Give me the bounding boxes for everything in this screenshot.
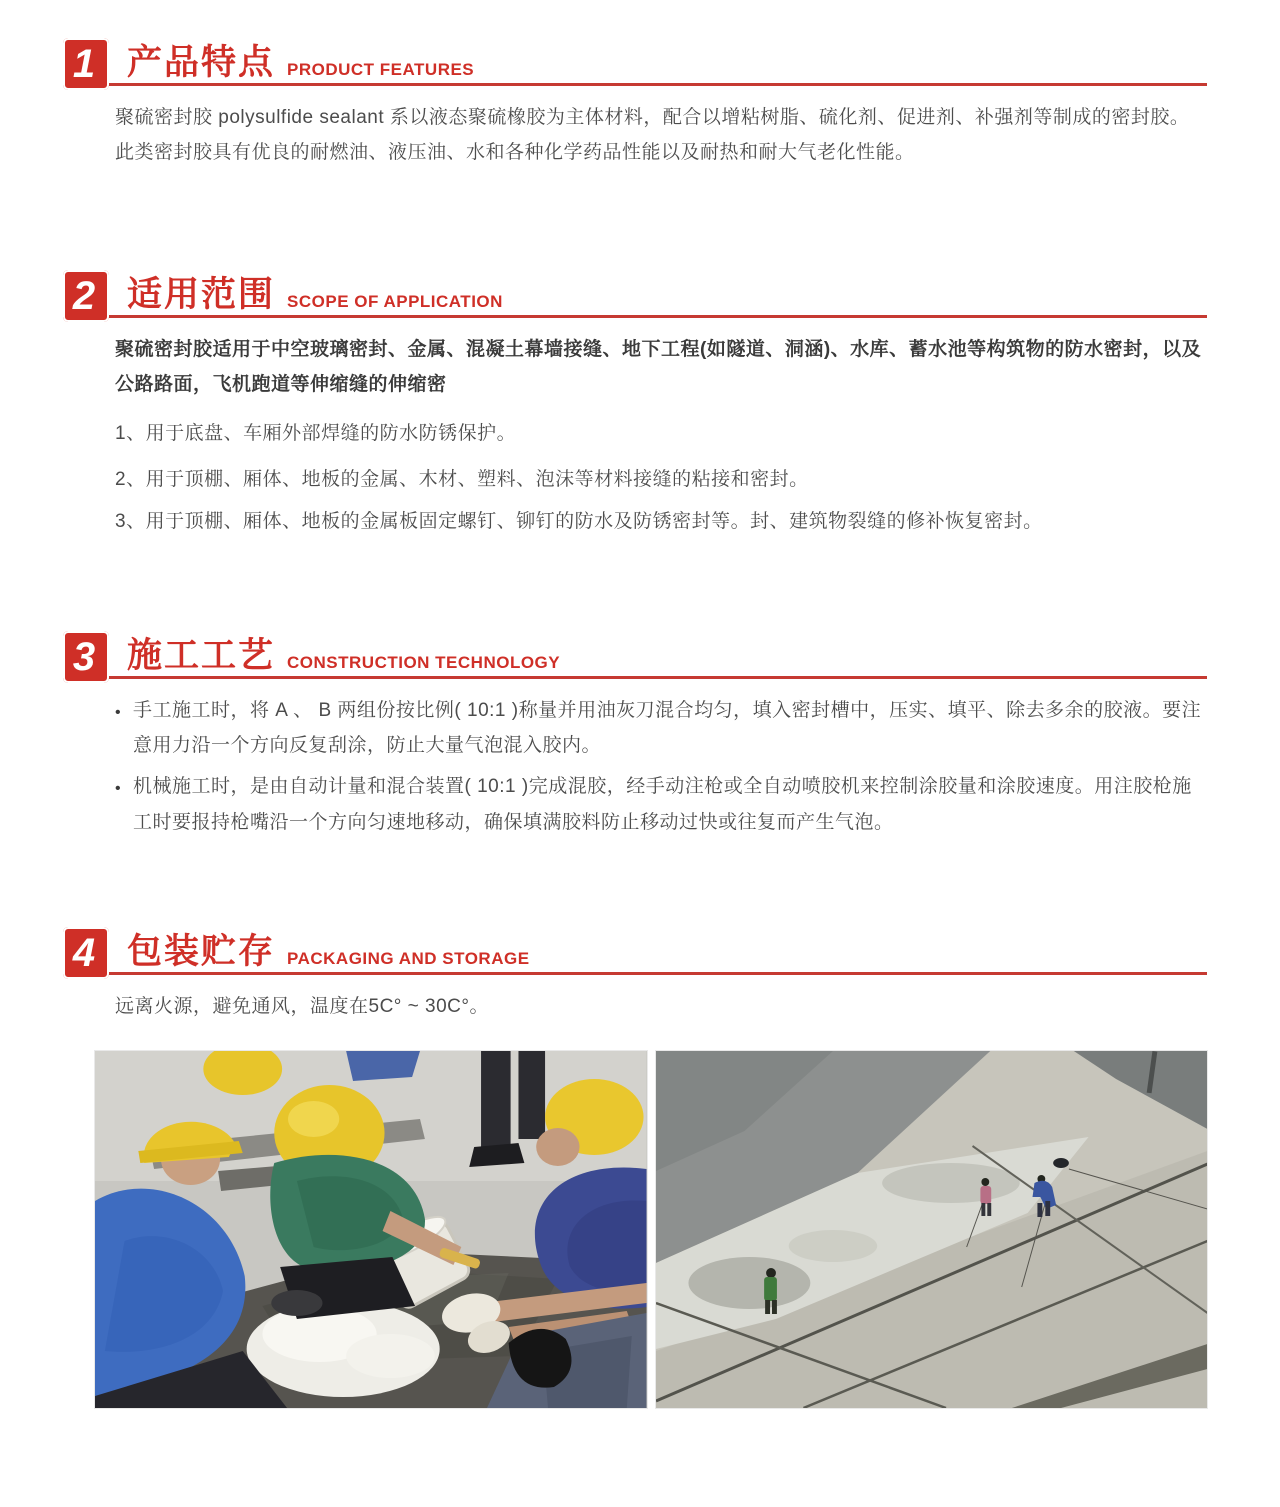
section-packaging-and-storage xyxy=(63,927,1207,1024)
paragraph: 聚硫密封胶 polysulfide sealant 系以液态聚硫橡胶为主体材料，配合以增粘树脂、硫化剂、促进剂、补强剂等制成的密封胶。此类密封胶具有优良的耐燃油、液压油、水和各种化学药品性能以及耐热和耐大气老化性能。 xyxy=(115,107,1190,164)
section-title-en: SCOPE OF APPLICATION xyxy=(287,292,503,312)
section-body xyxy=(63,332,1207,539)
section-construction-technology xyxy=(63,631,1207,840)
section-scope-of-application xyxy=(63,270,1207,539)
section-header xyxy=(63,38,1207,86)
bullet-text: 手工施工时，将 A 、 B 两组份按比例( 10:1 )称量并用油灰刀混合均匀，填入密封槽中，压实、填平、除去多余的胶液。要注意用力沿一个方向反复刮涂，防止大量气泡混入胶内。 xyxy=(133,700,1202,757)
section-number: 4 xyxy=(72,930,96,975)
section-body xyxy=(63,989,1207,1024)
section-title-en: CONSTRUCTION TECHNOLOGY xyxy=(287,653,561,673)
section-title-zh: 包装贮存 xyxy=(127,931,276,971)
list-item: 1、用于底盘、车厢外部焊缝的防水防锈保护。 xyxy=(115,422,517,444)
bullet-item xyxy=(115,693,1207,763)
section-title-zh: 适用范围 xyxy=(127,275,276,315)
bullet-text: 机械施工时，是由自动计量和混合装置( 10:1 )完成混胶，经手动注枪或全自动喷胶机来控制涂胶量和涂胶速度。用注胶枪施工时要报持枪嘴沿一个方向匀速地移动，确保填满胶料防止移动过快或往复而产生气泡。 xyxy=(133,776,1192,833)
section-header xyxy=(63,631,1207,679)
photo-row xyxy=(95,1051,1207,1408)
list-item: 3、用于顶棚、厢体、地板的金属板固定螺钉、铆钉的防水及防锈密封等。封、建筑物裂缝的修补恢复密封。 xyxy=(115,510,1043,532)
numbered-list xyxy=(115,417,1207,540)
section-title-zh: 产品特点 xyxy=(127,43,276,82)
bullet-dot-icon xyxy=(115,693,133,763)
section-number: 1 xyxy=(72,42,96,86)
concrete-slope-joint-sealing-photo xyxy=(656,1051,1208,1408)
section-body xyxy=(63,693,1207,840)
section-number-badge xyxy=(63,631,109,683)
list-item: 2、用于顶棚、厢体、地板的金属、木材、塑料、泡沫等材料接缝的粘接和密封。 xyxy=(115,468,809,490)
section-header xyxy=(63,270,1207,318)
paragraph: 远离火源，避免通风，温度在5C° ~ 30C°。 xyxy=(115,995,489,1017)
section-number-badge xyxy=(63,270,109,322)
bullet-list xyxy=(115,693,1207,840)
section-header xyxy=(63,927,1207,975)
lead-paragraph: 聚硫密封胶适用于中空玻璃密封、金属、混凝土幕墙接缝、地下工程(如隧道、洞涵)、水库、蓄水池等构筑物的防水密封，以及公路路面，飞机跑道等伸缩缝的伸缩密 xyxy=(115,339,1202,396)
section-number-badge xyxy=(63,38,109,90)
section-title-zh: 施工工艺 xyxy=(127,636,276,676)
concrete-slope-illustration xyxy=(656,1051,1208,1408)
bullet-item xyxy=(115,769,1207,839)
section-number: 2 xyxy=(72,274,96,319)
section-title-en: PACKAGING AND STORAGE xyxy=(287,948,530,968)
section-title-en: PRODUCT FEATURES xyxy=(287,60,475,79)
workers-mixing-sealant-illustration xyxy=(95,1051,647,1408)
section-body xyxy=(63,100,1207,170)
bullet-dot-icon xyxy=(115,769,133,839)
workers-mixing-sealant-photo xyxy=(95,1051,647,1408)
section-product-features xyxy=(63,38,1207,170)
section-number-badge xyxy=(63,927,109,979)
section-number: 3 xyxy=(72,635,96,680)
